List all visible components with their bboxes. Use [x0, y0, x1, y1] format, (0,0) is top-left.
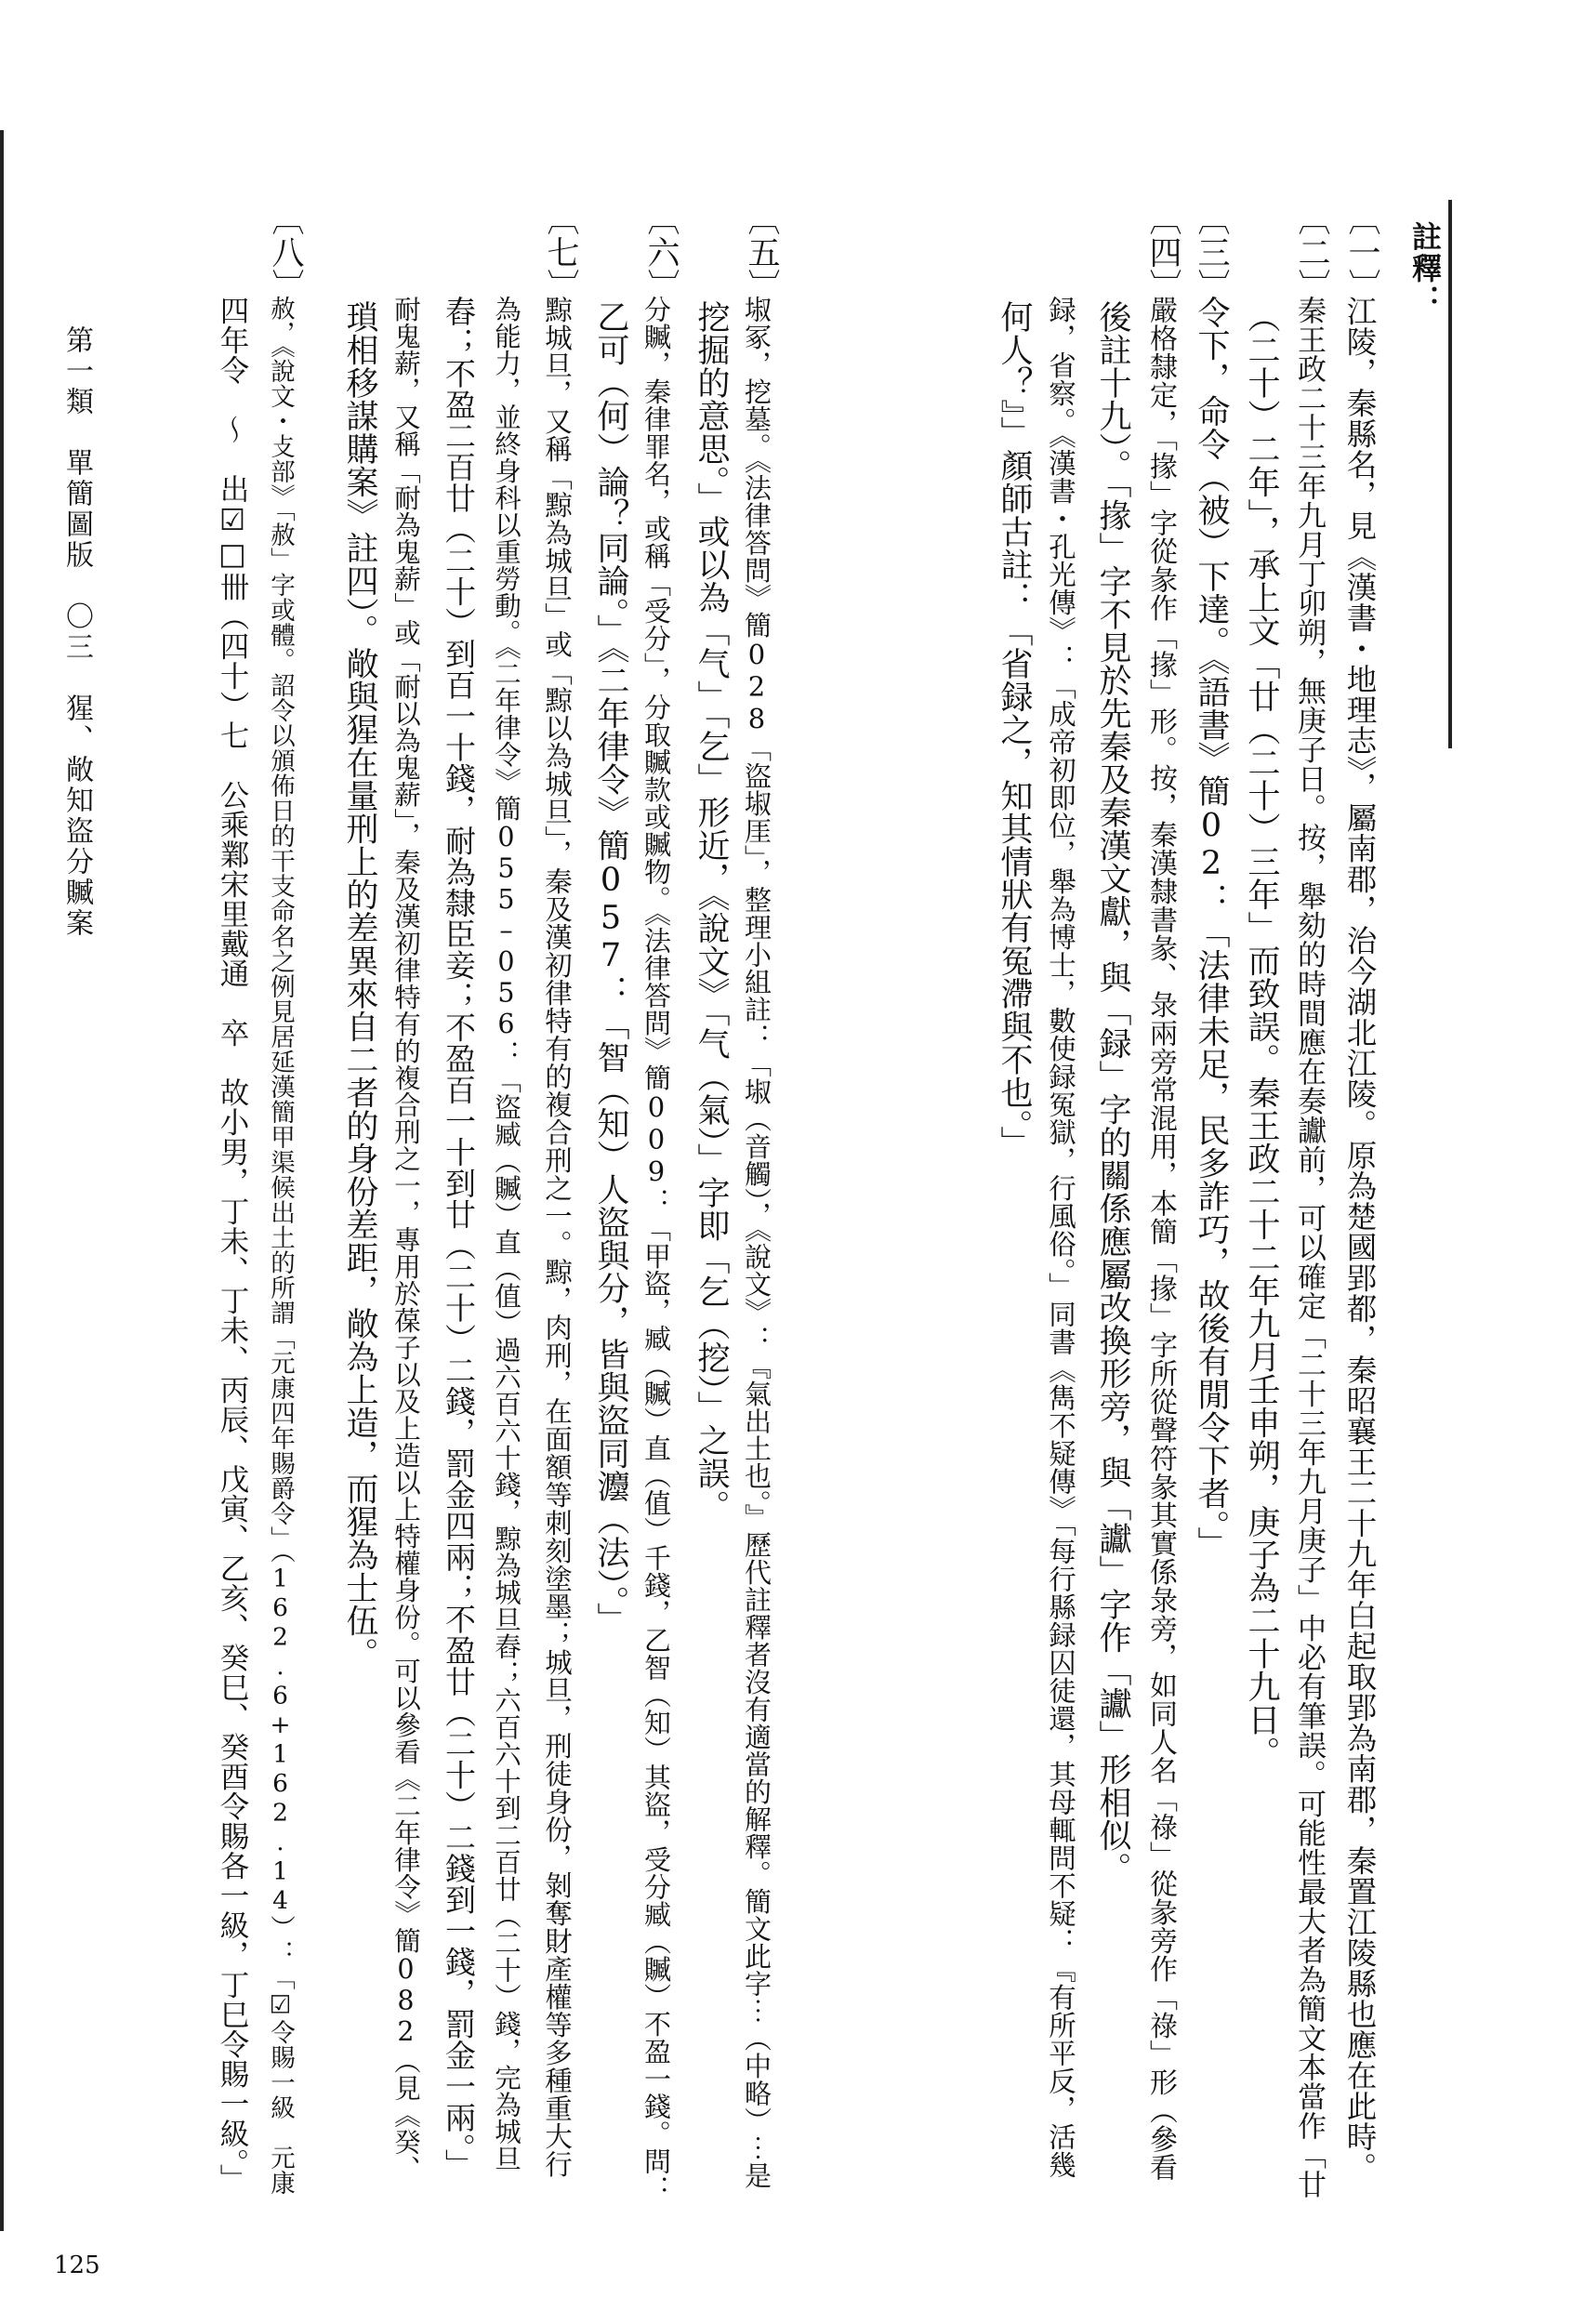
note-line: 録，省察。《漢書・孔光傳》：「成帝初即位，舉為博士，數使録冤獄，行風俗。」同書《雋不疑傳》「每行縣録囚徒還，其母輒問不疑：『有所平反，活幾	[1045, 296, 1076, 2179]
note-line: 舂；不盈二百廿（二十）到百一十錢，耐為隸臣妾；不盈百一十到廿（二十）二錢，罰金四兩；不盈廿（二十）二錢到一錢，罰金一兩。」	[441, 296, 477, 2180]
note-line: （二十）二年」，承上文「廿（二十）三年」而致誤。秦王政二十二年九月壬申朔，庚子為二十九日。	[1243, 300, 1280, 1769]
page-number: 125	[54, 2251, 100, 2279]
heading-rule	[1448, 200, 1452, 748]
note-marker: 〔一〕	[1343, 203, 1380, 302]
note-line: 赦，《說文・攴部》「赦」字或體。詔令以頒佈日的干支命名之例見居延漢簡甲渠候出土的所謂「元康四年賜爵令」（162.6+162.14）：「☑令賜一級 元康	[266, 296, 295, 2196]
note-marker: 〔五〕	[743, 203, 780, 302]
note-marker: 〔六〕	[642, 203, 680, 302]
note-line: 江陵，秦縣名，見《漢書・地理志》，屬南郡，治今湖北江陵。原為楚國郢都，秦昭襄王二十九年白起取郢為南郡，秦置江陵縣也應在此時。	[1342, 296, 1378, 2183]
note-line: 何人？』」顏師古註：「省録之，知其情狀有冤滯與不也。」	[996, 300, 1033, 1159]
note-line: 瑣相移謀購案》註四）。敞與猩在量刑上的差異來自二者的身份差距，敞為上造，而猩為士伍。	[341, 300, 378, 1670]
note-line: 埱冢，挖墓。《法律答問》簡028「盜埱厓」，整理小組註：「埱（音觸），《說文》：『氣出土也。』歷代註釋者沒有適當的解釋。簡文此字⋯（中略）⋯是	[741, 296, 772, 2189]
note-marker: 〔八〕	[267, 203, 304, 302]
note-line: 四年令 ～ 出☑□卌（四十）七 公乘鄴宋里戴通 卒 故小男，丁未、丁未、丙辰、戊寅、乙亥、癸巳、癸酉令賜各一級，丁巳令賜一級。」	[216, 296, 249, 2194]
note-line: 耐鬼薪，又稱「耐為鬼薪」或「耐以為鬼薪」，秦及漢初律特有的複合刑之一，專用於葆子以及上造以上特權身份。可以參看《二年律令》簡082（見《癸、	[390, 296, 421, 2183]
note-line: 分贓，秦律罪名，或稱「受分」，分取贓款或贓物。《法律答問》簡009：「甲盜，臧（贓）直（值）千錢，乙智（知）其盜，受分臧（贓）不盈一錢。問：	[640, 296, 672, 2202]
note-marker: 〔二〕	[1293, 203, 1330, 302]
note-line: 乙可（何）論？同論。」《二年律令》簡057：「智（知）人盜與分，皆與盜同灋（法）。」	[592, 300, 629, 1635]
note-line: 令下，命令（被）下達。《語書》簡02：「法律未足，民多詐巧，故後有閒令下者。」	[1193, 296, 1230, 1560]
note-marker: 〔三〕	[1193, 203, 1230, 302]
note-line: 為能力，並終身科以重勞動。《二年律令》簡055–056：「盜臧（贓）直（值）過六百六十錢，黥為城旦舂；六百六十到二百廿（二十）錢，完為城旦	[491, 296, 521, 2172]
note-line: 秦王政二十三年九月丁卯朔，無庚子日。按，舉劾的時間應在奏讞前，可以確定「二十三年九月庚子」中必有筆誤。可能性最大者為簡文本當作「廿	[1292, 296, 1326, 2199]
note-line: 挖掘的意思。」或以為「气」「乞」形近，《說文》「气（氣）」字即「乞（挖）」之誤。	[693, 300, 730, 1523]
note-marker: 〔四〕	[1144, 203, 1182, 302]
note-line: 嚴格隸定，「掾」字從彖作「掾」形。按，秦漢隸書彖、彔兩旁常混用，本簡「掾」字所從聲符彖其實係彔旁，如同人名「祿」從彖旁作「祿」形（參看	[1144, 296, 1177, 2182]
note-line: 黥城旦，又稱「黥為城旦」或「黥以為城旦」，秦及漢初律特有的複合刑之一。黥，肉刑，在面額等刺刻塗墨；城旦，刑徒身份，剝奪財產權等多種重大行	[541, 296, 573, 2179]
note-line: 後註十九）。「掾」字不見於先秦及秦漢文獻，與「録」字的關係應屬改換形旁，與「讞」字作「讞」形相似。	[1094, 300, 1131, 1885]
note-marker: 〔七〕	[542, 203, 579, 302]
running-head: 第一類 單簡圖版 〇三 猩、敞知盜分贓案	[60, 325, 93, 939]
section-title: 註釋：	[1407, 221, 1443, 316]
page-border-line	[0, 130, 4, 2231]
